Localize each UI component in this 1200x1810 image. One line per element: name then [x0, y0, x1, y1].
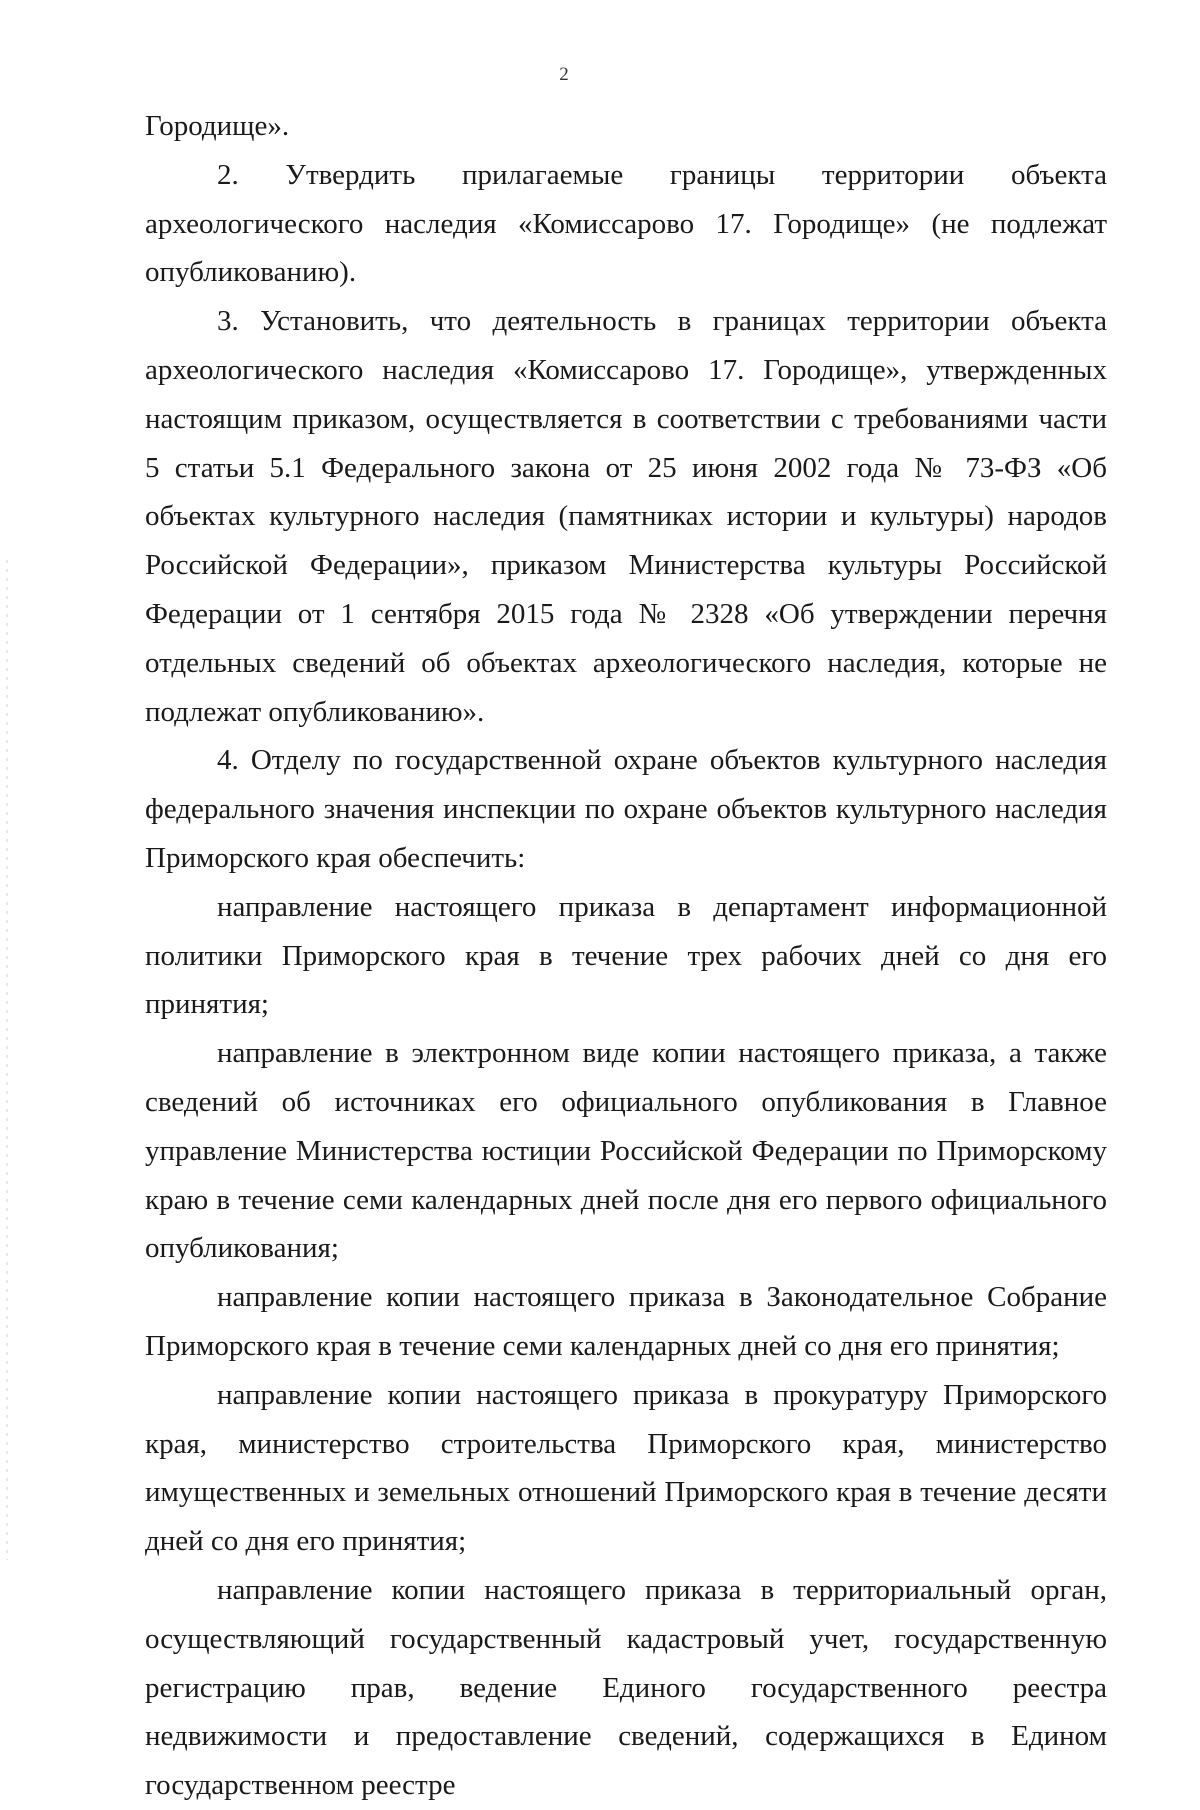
- paragraph-subitem-info-policy: направление настоящего приказа в департамент информационной политики Приморского края в течение трех рабочих дней со дня его принятия;: [145, 890, 1107, 1021]
- scan-edge-artifact: [6, 560, 8, 1560]
- page-number: 2: [559, 64, 569, 85]
- document-body: [145, 102, 1107, 1810]
- paragraph-subitem-justice-ministry: направление в электронном виде копии настоящего приказа, а также сведений об источниках его официального опубликования в Главное управление Министерства юстиции Российской Федерации по Приморскому краю в течение семи календарных дней после дня его первого официального опубликования;: [145, 1037, 1107, 1265]
- paragraph-subitem-prosecutor: направление копии настоящего приказа в прокуратуру Приморского края, министерство строительства Приморского края, министерство имущественных и земельных отношений Приморского края в течение десяти дней со дня его принятия;: [145, 1378, 1107, 1558]
- paragraph-item-2: 2. Утвердить прилагаемые границы территории объекта археологического наследия «Комиссарово 17. Городище» (не подлежат опубликованию).: [145, 158, 1107, 289]
- paragraph-subitem-cadastral: направление копии настоящего приказа в территориальный орган, осуществляющий государственный кадастровый учет, государственную регистрацию прав, ведение Единого государственного реестра недвижимости и предоставление сведений, содержащихся в Едином государственном реестре: [145, 1573, 1107, 1802]
- paragraph-subitem-legislative-assembly: направление копии настоящего приказа в Законодательное Собрание Приморского края в течение семи календарных дней со дня его принятия;: [145, 1281, 1107, 1362]
- paragraph-item-4: 4. Отделу по государственной охране объектов культурного наследия федерального значения инспекции по охране объектов культурного наследия Приморского края обеспечить:: [145, 744, 1107, 874]
- paragraph-continuation: Городище».: [145, 110, 290, 142]
- paragraph-item-3: 3. Установить, что деятельность в границах территории объекта археологического наследия «Комиссарово 17. Городище», утвержденных настоящим приказом, осуществляется в соответствии с требованиями части 5 статьи 5.1 Федерального закона от 25 июня 2002 года № 73-ФЗ «Об объектах культурного наследия (памятниках истории и культуры) народов Российской Федерации», приказом Министерства культуры Российской Федерации от 1 сентября 2015 года № 2328 «Об утверждении перечня отдельных сведений об объектах археологического наследия, которые не подлежат опубликованию».: [145, 305, 1107, 728]
